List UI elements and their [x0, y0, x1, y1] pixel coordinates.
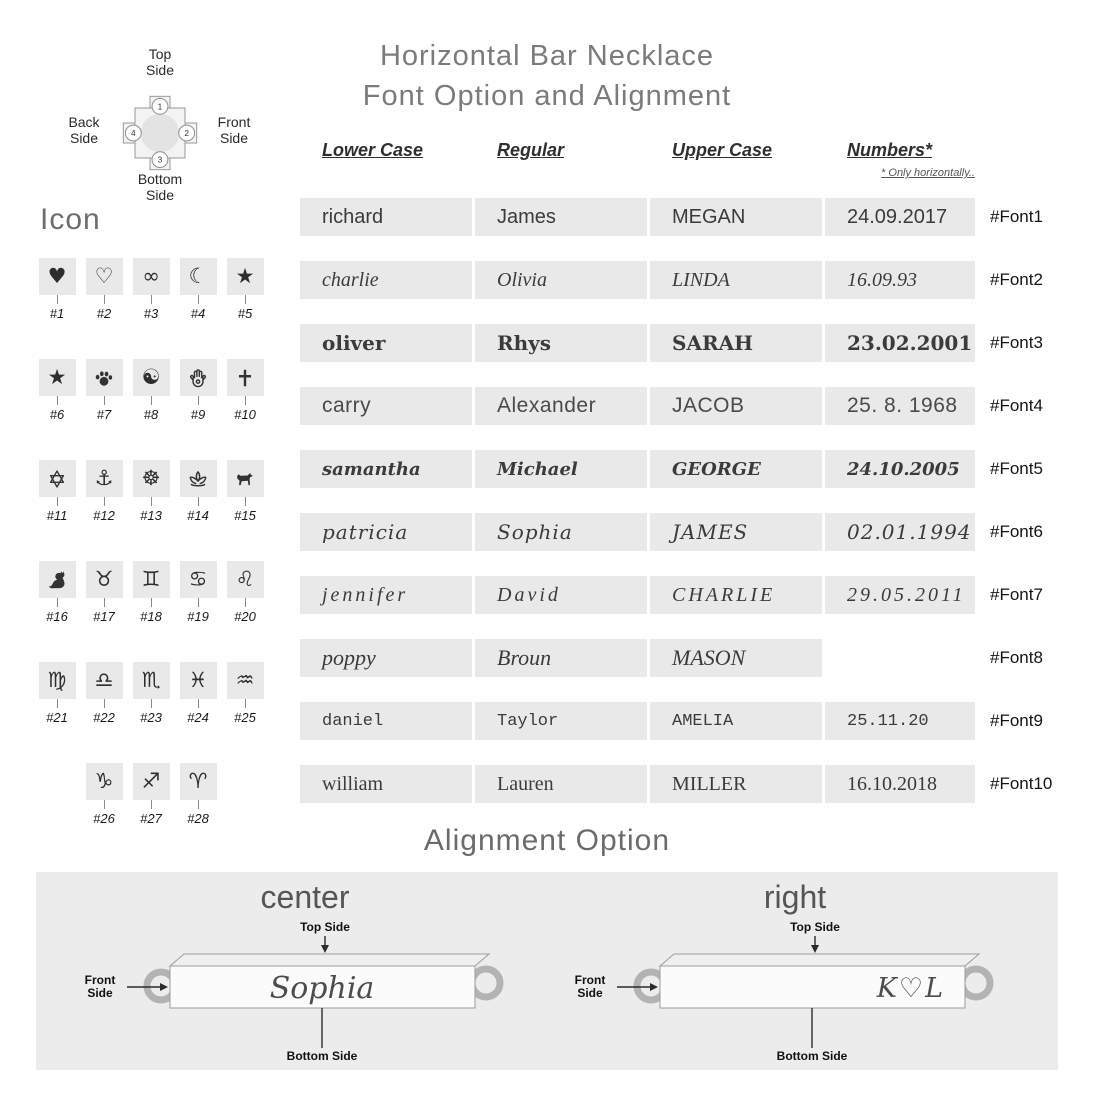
- lotus-icon: [187, 468, 209, 490]
- front-side-label: Front Side: [84, 973, 116, 1000]
- star-of-david-icon: [46, 468, 68, 490]
- icon-item: [83, 662, 125, 725]
- alignment-panel: [36, 872, 1058, 1070]
- sample-uppercase: AMELIA: [650, 702, 822, 740]
- font-row: [300, 324, 1092, 362]
- page-title-line1: Horizontal Bar Necklace: [379, 40, 715, 72]
- icon-row: [36, 359, 296, 422]
- icon-item: [83, 258, 125, 321]
- sample-numbers: 23.02.2001: [825, 324, 975, 362]
- necklace-diagram-right: [565, 920, 1025, 1070]
- orientation-shape-diagram: [110, 83, 210, 183]
- page-title-line2: Font Option and Alignment: [362, 80, 732, 112]
- sample-uppercase: LINDA: [650, 261, 822, 299]
- alignment-center-example: [75, 876, 535, 1070]
- front-side-label: Front Side: [574, 973, 606, 1000]
- icon-row: [36, 460, 296, 523]
- aquarius-icon: ♒: [235, 668, 255, 692]
- position-1: 1: [157, 101, 163, 112]
- font-row: [300, 513, 1092, 551]
- icon-item: [130, 460, 172, 523]
- font-label: #Font6: [990, 522, 1043, 541]
- icon-number: #19: [187, 609, 209, 624]
- icon-item: [177, 662, 219, 725]
- sample-uppercase: GEORGE: [650, 450, 822, 488]
- sample-regular: Sophia: [475, 513, 647, 551]
- font-row: [300, 387, 1092, 425]
- scorpio-icon: ♏: [141, 668, 161, 692]
- icon-row: [36, 763, 296, 826]
- virgo-icon: ♍: [47, 668, 67, 692]
- icon-row: [36, 561, 296, 624]
- top-side-label: Top Side: [300, 920, 350, 934]
- icon-item: [130, 258, 172, 321]
- sample-uppercase: JAMES: [650, 513, 822, 551]
- icon-item: [177, 763, 219, 826]
- sample-lowercase: samantha: [300, 450, 472, 488]
- sagittarius-icon: ♐: [141, 769, 161, 793]
- alignment-section-heading: Alignment Option: [423, 824, 671, 857]
- font-label: #Font4: [990, 396, 1043, 415]
- sample-lowercase: daniel: [300, 702, 472, 740]
- icon-number: #26: [93, 811, 115, 826]
- sample-numbers: 24.10.2005: [825, 450, 975, 488]
- icon-number: #3: [143, 306, 159, 321]
- icon-number: #1: [49, 306, 65, 321]
- icon-connector: [57, 295, 58, 304]
- star-icon: ★: [235, 264, 255, 288]
- icon-item: [177, 359, 219, 422]
- font-row: [300, 702, 1092, 740]
- sample-regular: Olivia: [475, 261, 647, 299]
- cat-icon: [46, 569, 68, 591]
- sample-uppercase: MILLER: [650, 765, 822, 803]
- sample-numbers: [825, 639, 975, 677]
- font-row: [300, 450, 1092, 488]
- chain-ring-right: [962, 969, 990, 997]
- icon-item: [177, 561, 219, 624]
- icon-number: #14: [187, 508, 209, 523]
- sample-numbers: 16.10.2018: [825, 765, 975, 803]
- icon-number: #21: [46, 710, 68, 725]
- pisces-icon: ♓: [188, 668, 208, 692]
- sample-regular: Rhys: [475, 324, 647, 362]
- taurus-icon: ♉: [94, 567, 114, 591]
- icon-number: #23: [140, 710, 162, 725]
- font-label: #Font7: [990, 585, 1043, 604]
- sample-numbers: 02.01.1994: [825, 513, 975, 551]
- necklace-bar-center: [75, 920, 535, 1070]
- front-side-label: Front Side: [217, 114, 251, 146]
- icon-item: [36, 561, 78, 624]
- font-row: [300, 198, 1092, 236]
- icon-item: [130, 662, 172, 725]
- top-side-label: Top Side: [790, 920, 840, 934]
- sample-uppercase: SARAH: [650, 324, 822, 362]
- icon-section-heading: Icon: [40, 203, 101, 236]
- font-label: #Font9: [990, 711, 1043, 730]
- heart-outline-icon: ♡: [94, 264, 114, 288]
- icon-row: [36, 258, 296, 321]
- icon-item: [224, 359, 266, 422]
- font-label: #Font1: [990, 207, 1043, 226]
- sample-lowercase: charlie: [300, 261, 472, 299]
- icon-item: [83, 561, 125, 624]
- sample-regular: Michael: [475, 450, 647, 488]
- sample-numbers: 25.11.20: [825, 702, 975, 740]
- icon-number: #16: [46, 609, 68, 624]
- icon-item: [130, 359, 172, 422]
- anchor-icon: ⚓: [94, 466, 114, 490]
- icon-item: [83, 359, 125, 422]
- chain-ring-right: [472, 969, 500, 997]
- sample-numbers: 29.05.2011: [825, 576, 975, 614]
- sample-uppercase: MASON: [650, 639, 822, 677]
- engraving-text: Sophia: [269, 971, 375, 1006]
- col-header-regular: Regular: [497, 140, 565, 160]
- sample-lowercase: jennifer: [300, 576, 472, 614]
- position-3: 3: [157, 154, 163, 165]
- col-header-lower-case: Lower Case: [322, 140, 424, 160]
- sample-lowercase: richard: [300, 198, 472, 236]
- sample-numbers: 24.09.2017: [825, 198, 975, 236]
- font-label: #Font8: [990, 648, 1043, 667]
- capricorn-icon: ♑: [94, 769, 114, 793]
- icon-number: #13: [140, 508, 162, 523]
- icon-row: [36, 662, 296, 725]
- alignment-center-title: center: [260, 879, 350, 915]
- heart-icon: ♥: [47, 264, 67, 288]
- sample-lowercase: william: [300, 765, 472, 803]
- sample-uppercase: MEGAN: [650, 198, 822, 236]
- table-header: [300, 140, 1092, 166]
- bar-orientation-diagram: [55, 38, 270, 223]
- sample-lowercase: oliver: [300, 324, 472, 362]
- icon-number: #12: [93, 508, 115, 523]
- icon-item: [224, 561, 266, 624]
- dog-icon: [234, 468, 256, 490]
- icon-number: #9: [190, 407, 206, 422]
- icon-number: #17: [93, 609, 115, 624]
- icon-grid: [36, 258, 296, 864]
- icon-item: [177, 258, 219, 321]
- font-row: [300, 261, 1092, 299]
- icon-number: #20: [234, 609, 256, 624]
- font-rows: [300, 198, 1092, 803]
- icon-item: [36, 662, 78, 725]
- icon-number: #25: [234, 710, 256, 725]
- icon-number: #27: [140, 811, 162, 826]
- icon-number: #11: [46, 508, 68, 523]
- icon-number: #28: [187, 811, 209, 826]
- sample-regular: James: [475, 198, 647, 236]
- sample-numbers: 25. 8. 1968: [825, 387, 975, 425]
- font-label: #Font5: [990, 459, 1043, 478]
- aries-icon: ♈: [188, 769, 208, 793]
- icon-item: [130, 763, 172, 826]
- alignment-right-title: right: [763, 879, 827, 915]
- paw-icon: [93, 367, 115, 389]
- sample-lowercase: patricia: [300, 513, 472, 551]
- icon-item: [130, 561, 172, 624]
- icon-item: [36, 258, 78, 321]
- hamsa-icon: [187, 367, 209, 389]
- libra-icon: ♎: [94, 668, 114, 692]
- back-side-label: Back Side: [68, 114, 100, 146]
- icon-number: #4: [190, 306, 206, 321]
- ship-wheel-icon: ☸: [141, 466, 161, 490]
- font-row: [300, 765, 1092, 803]
- icon-item: [83, 763, 125, 826]
- moon-icon: ☾: [188, 264, 208, 288]
- icon-number: #10: [234, 407, 256, 422]
- top-side-label: Top Side: [145, 46, 175, 78]
- engraving-text: K♡L: [876, 973, 945, 1004]
- sample-regular: Broun: [475, 639, 647, 677]
- sample-uppercase: CHARLIE: [650, 576, 822, 614]
- font-options-table: [300, 140, 1092, 828]
- yin-yang-icon: ☯: [141, 365, 161, 389]
- icon-number: #7: [96, 407, 112, 422]
- font-row: [300, 639, 1092, 677]
- alignment-right-example: [565, 876, 1025, 1070]
- bottom-side-label: Bottom Side: [286, 1049, 358, 1063]
- cancer-icon: ♋: [188, 567, 208, 591]
- icon-number: #5: [237, 306, 253, 321]
- sample-lowercase: carry: [300, 387, 472, 425]
- sample-lowercase: poppy: [300, 639, 472, 677]
- necklace-diagram-center: [75, 920, 535, 1070]
- icon-number: #18: [140, 609, 162, 624]
- icon-number: #6: [49, 407, 65, 422]
- star-icon: ★: [47, 365, 67, 389]
- cross-icon: [234, 367, 256, 389]
- font-row: [300, 576, 1092, 614]
- page-title: [247, 36, 847, 116]
- position-2: 2: [184, 127, 189, 138]
- icon-number: #15: [234, 508, 256, 523]
- font-label: #Font3: [990, 333, 1043, 352]
- sample-regular: Alexander: [475, 387, 647, 425]
- icon-item: [36, 359, 78, 422]
- icon-number: #22: [93, 710, 115, 725]
- necklace-bar-right: [565, 920, 1025, 1070]
- infinity-icon: ∞: [142, 264, 160, 288]
- col-header-numbers: Numbers*: [847, 140, 933, 160]
- sample-numbers: 16.09.93: [825, 261, 975, 299]
- bottom-side-label: Bottom Side: [137, 171, 183, 203]
- font-label: #Font10: [990, 774, 1053, 793]
- sample-regular: David: [475, 576, 647, 614]
- icon-item: [224, 258, 266, 321]
- sample-uppercase: JACOB: [650, 387, 822, 425]
- icon-item: [83, 460, 125, 523]
- gemini-icon: ♊: [141, 567, 161, 591]
- font-label: #Font2: [990, 270, 1043, 289]
- icon-number: #2: [96, 306, 112, 321]
- sample-regular: Lauren: [475, 765, 647, 803]
- icon-number: #24: [187, 710, 209, 725]
- leo-icon: ♌: [235, 567, 255, 591]
- col-header-upper-case: Upper Case: [672, 140, 773, 160]
- numbers-note: * Only horizontally..: [881, 167, 975, 179]
- sample-regular: Taylor: [475, 702, 647, 740]
- position-4: 4: [131, 127, 136, 138]
- icon-number: #8: [143, 407, 159, 422]
- icon-item: [224, 662, 266, 725]
- icon-item: [177, 460, 219, 523]
- bottom-side-label: Bottom Side: [776, 1049, 848, 1063]
- icon-item: [224, 460, 266, 523]
- icon-item: [36, 460, 78, 523]
